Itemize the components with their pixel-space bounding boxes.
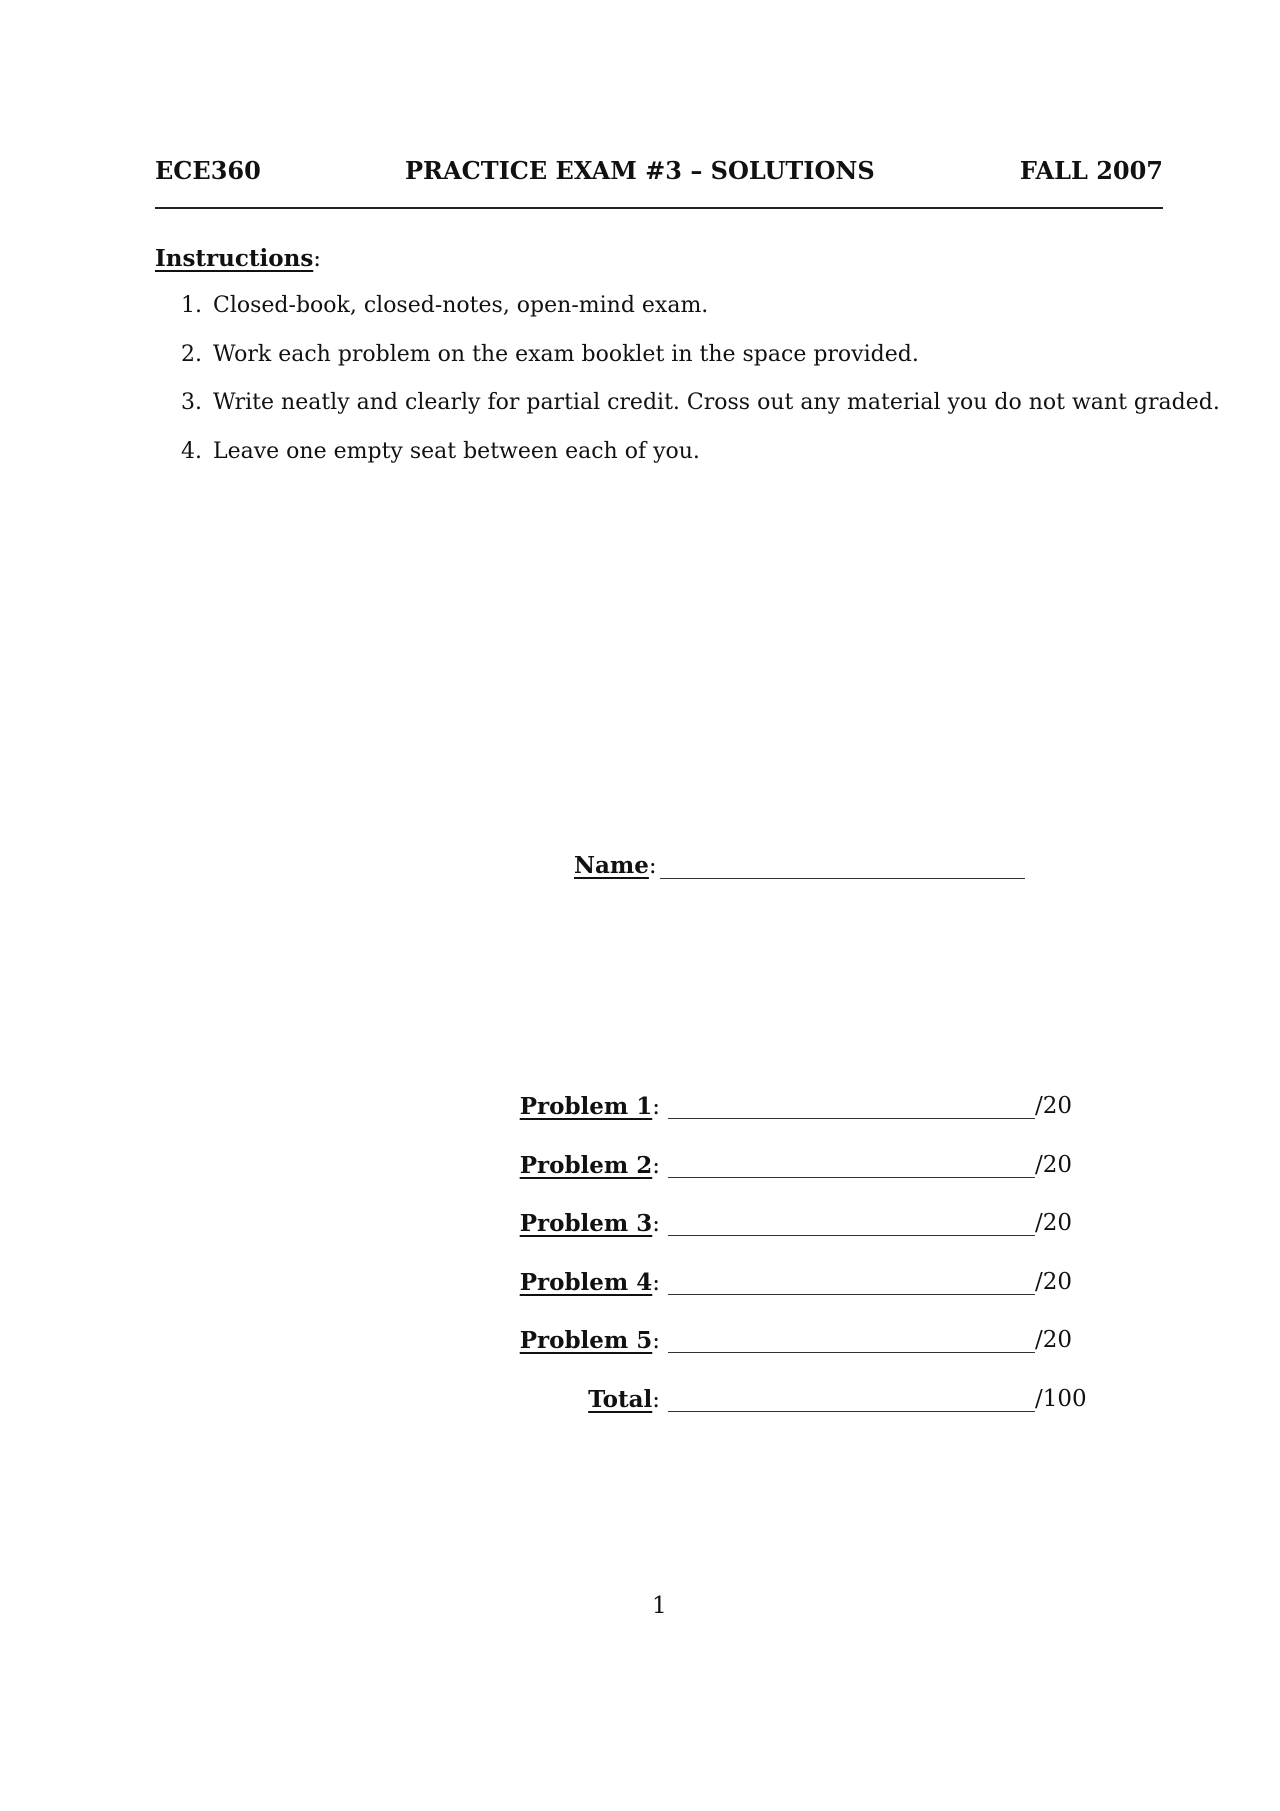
score-row-problem-3: [500, 1210, 1100, 1269]
instruction-number: 3.: [181, 390, 202, 415]
score-label-text: Problem 2: [519, 1151, 653, 1179]
instruction-number: 4.: [181, 438, 202, 464]
instructions-heading-label: Instructions: [155, 245, 314, 272]
score-label: Problem 4:: [519, 1268, 660, 1296]
score-label: Problem 2:: [519, 1151, 660, 1179]
exam-term: FALL 2007: [1019, 156, 1163, 185]
instruction-number: 2.: [181, 341, 202, 367]
page-number: 1: [652, 1593, 667, 1619]
score-label: Total:: [588, 1385, 660, 1413]
course-code: ECE360: [155, 156, 261, 185]
score-max: /20: [1035, 1210, 1073, 1236]
score-label-text: Problem 4: [519, 1268, 653, 1296]
instruction-text: Leave one empty seat between each of you.: [213, 438, 700, 464]
score-row-problem-4: [500, 1269, 1100, 1328]
instruction-number: 1.: [181, 293, 202, 318]
page-header: [155, 156, 1163, 196]
instruction-item: [155, 439, 1165, 488]
name-row: [574, 852, 1034, 888]
name-colon: :: [648, 853, 657, 879]
score-row-problem-2: [500, 1152, 1100, 1211]
exam-title: PRACTICE EXAM #3 – SOLUTIONS: [405, 156, 875, 185]
score-max: /20: [1035, 1268, 1073, 1295]
score-max: /20: [1035, 1151, 1073, 1178]
instruction-text: Write neatly and clearly for partial credit. Cross out any material you do not want graded.: [213, 390, 1220, 415]
instruction-text: Closed-book, closed-notes, open-mind exam.: [213, 293, 709, 318]
instruction-text: Work each problem on the exam booklet in the space provided.: [213, 341, 919, 367]
instruction-item: [155, 342, 1165, 391]
score-blank-line[interactable]: [668, 1235, 1035, 1236]
score-max: /20: [1035, 1093, 1073, 1119]
instructions-heading: Instructions:: [155, 245, 322, 272]
name-label: Name: [574, 852, 649, 879]
instruction-item: [155, 293, 1165, 342]
score-table: [500, 1093, 1100, 1444]
score-row-problem-1: [500, 1093, 1100, 1152]
name-blank-line[interactable]: [660, 878, 1025, 879]
score-label: Problem 5:: [519, 1327, 660, 1354]
score-max: /100: [1035, 1385, 1087, 1412]
header-rule: [155, 207, 1163, 209]
score-label-text: Problem 5: [519, 1327, 653, 1354]
score-blank-line[interactable]: [668, 1177, 1035, 1178]
score-blank-line[interactable]: [668, 1294, 1035, 1295]
score-label-text: Total: [588, 1385, 653, 1413]
score-label-text: Problem 1: [519, 1093, 653, 1120]
score-max: /20: [1035, 1327, 1073, 1353]
instructions-list: [155, 293, 1220, 487]
score-row-total: [500, 1386, 1100, 1445]
score-label-text: Problem 3: [519, 1210, 653, 1237]
score-label: Problem 3:: [519, 1210, 660, 1237]
instruction-item: [155, 390, 1220, 439]
score-blank-line[interactable]: [668, 1411, 1035, 1412]
score-blank-line[interactable]: [668, 1352, 1035, 1353]
score-blank-line[interactable]: [668, 1118, 1035, 1119]
score-row-problem-5: [500, 1327, 1100, 1386]
score-label: Problem 1:: [519, 1093, 660, 1120]
